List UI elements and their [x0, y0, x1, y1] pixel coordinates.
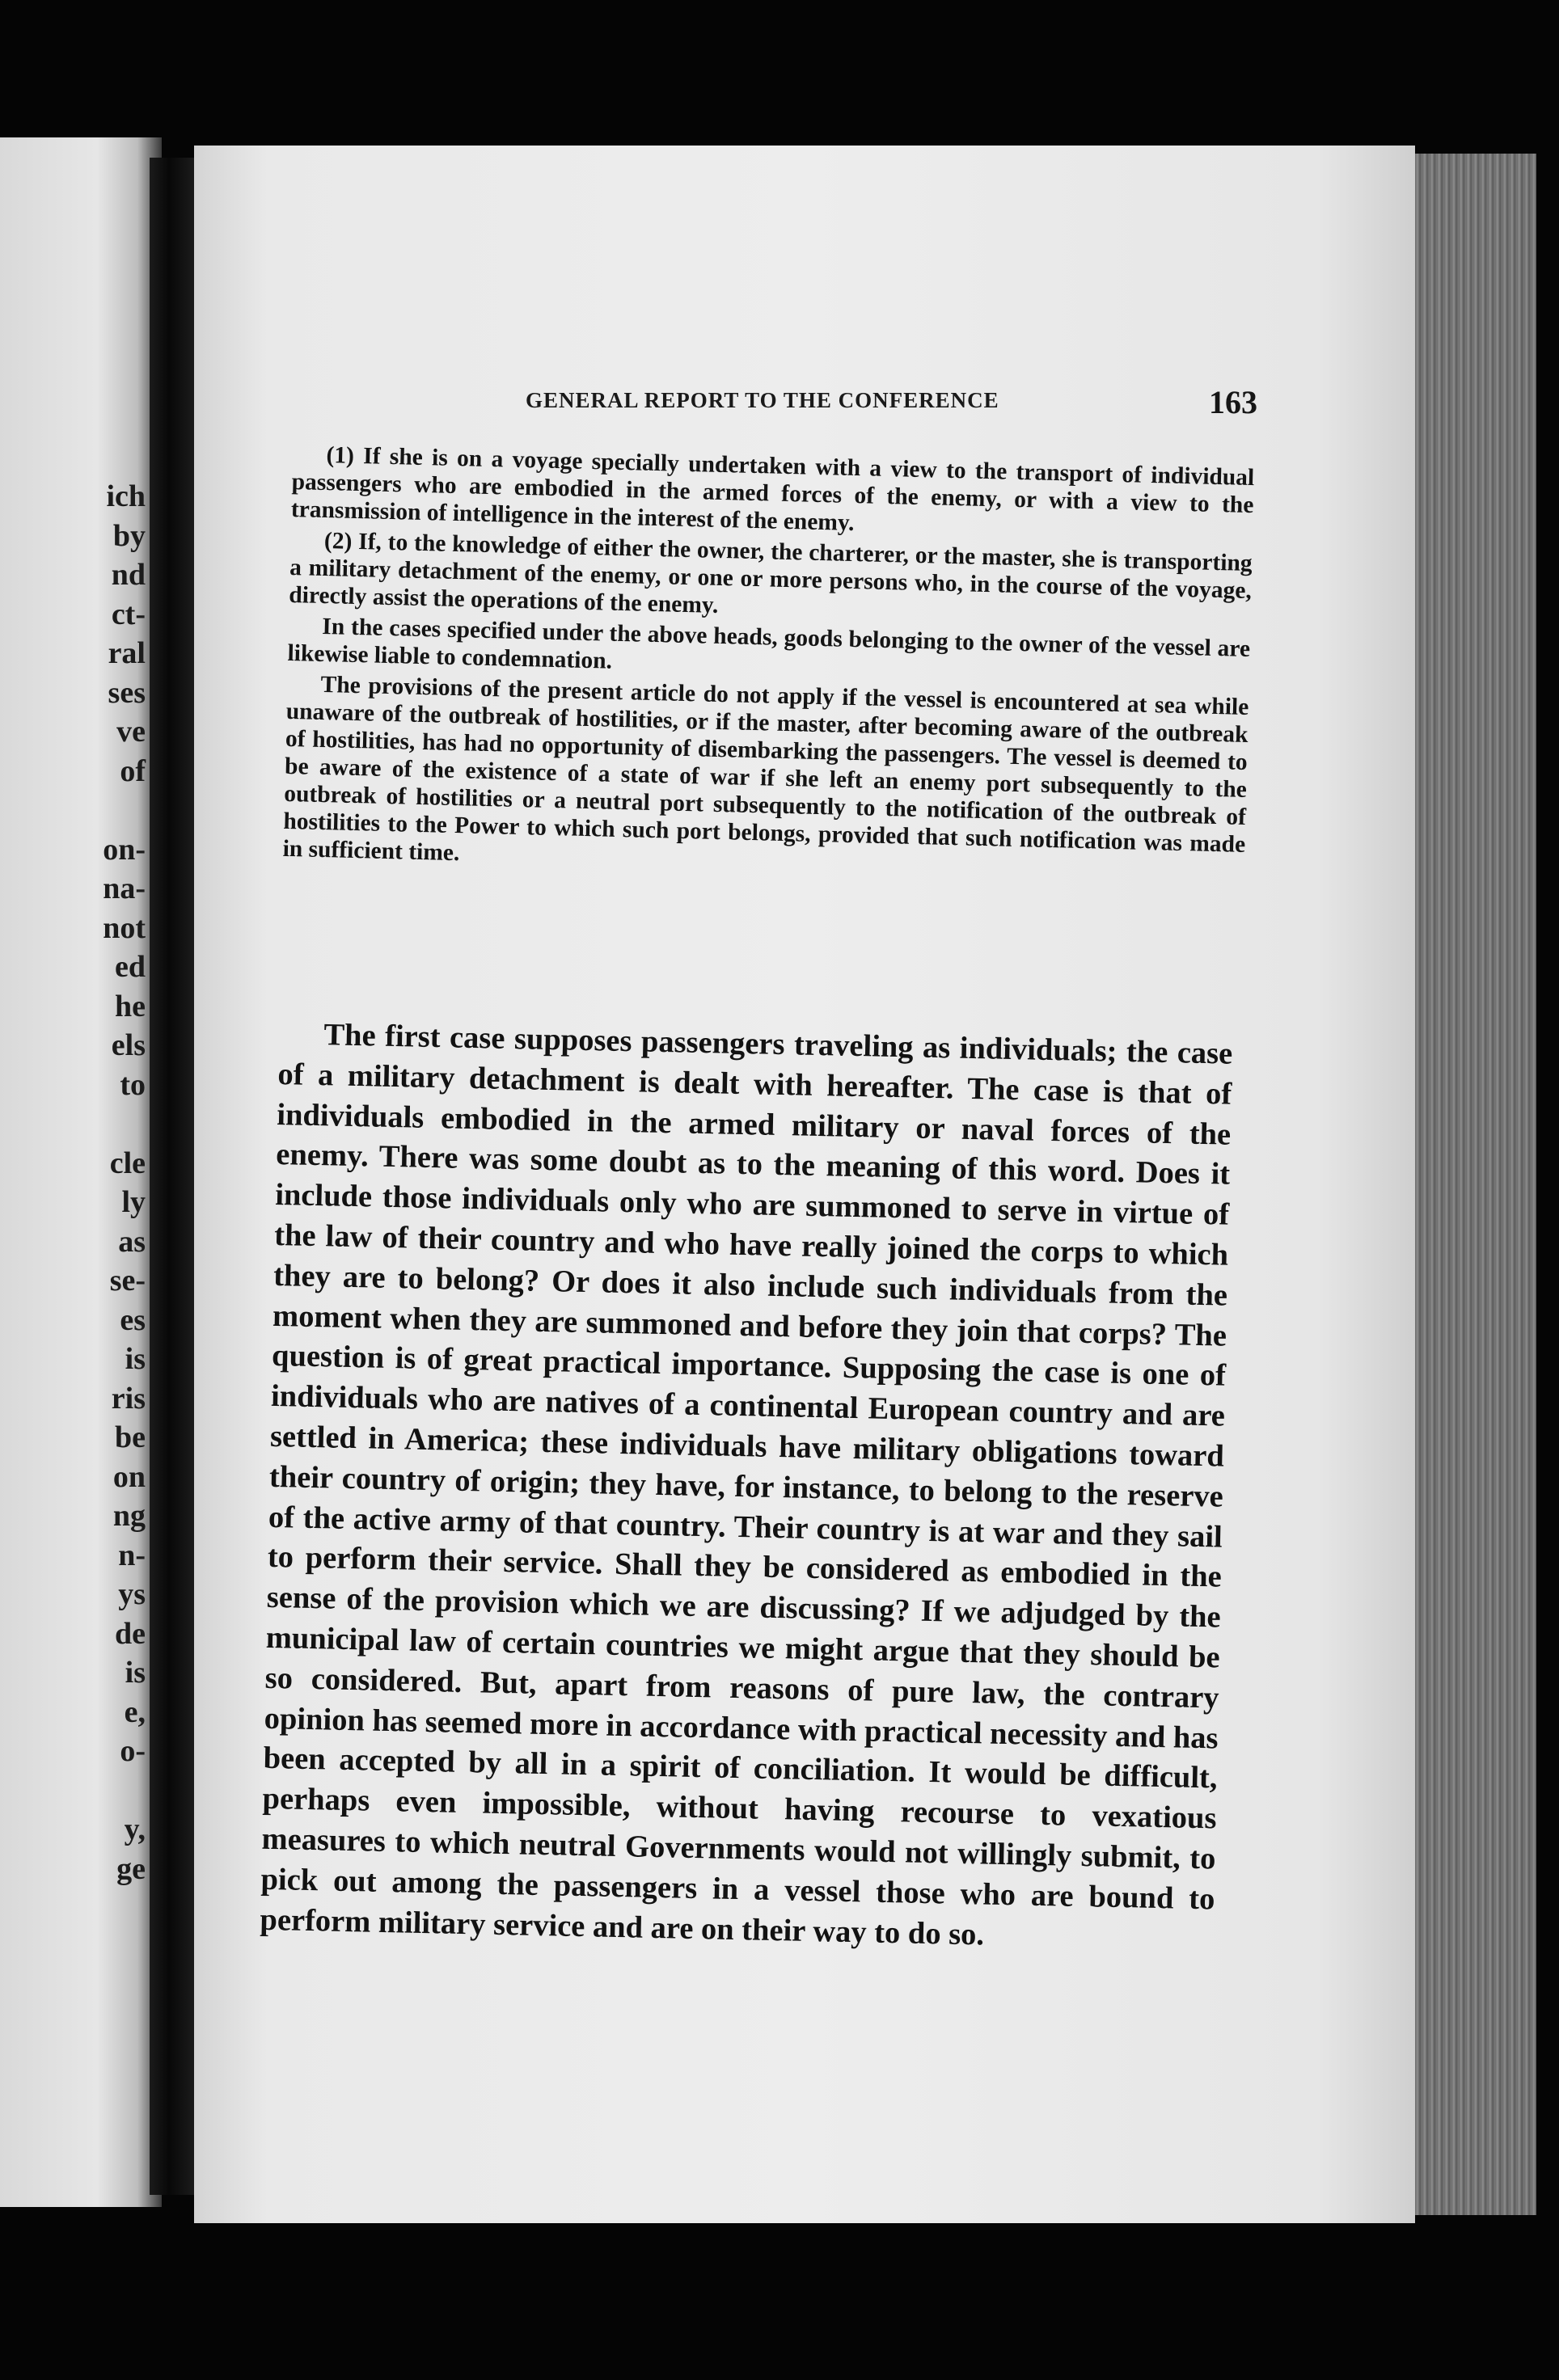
previous-page-fragment: se-: [109, 1264, 146, 1298]
previous-page-fragment: de: [115, 1616, 146, 1651]
previous-page-fragment: ed: [115, 950, 146, 984]
previous-page-fragment: not: [103, 910, 146, 945]
page-block-edge: [1415, 154, 1536, 2215]
page-number: 163: [1209, 384, 1257, 420]
previous-page-fragment: is: [125, 1656, 146, 1690]
previous-page-fragment: ich: [106, 479, 146, 513]
previous-page-fragment: els: [111, 1028, 146, 1062]
previous-page-fragment: ge: [116, 1851, 146, 1886]
previous-page-fragment: by: [112, 518, 146, 553]
previous-page-fragment: to: [120, 1067, 146, 1102]
book-spine-gutter: [150, 158, 198, 2195]
commentary-text: [260, 1015, 1233, 1960]
previous-page-fragment: ris: [111, 1381, 146, 1416]
previous-page-fragment: na-: [103, 871, 146, 905]
quoted-paragraph: (1) If she is on a voyage specially undertaken with a view to the transport of individual passengers who are embodied in the armed forces of the enemy, or with a view to the transmission of intelligence in the interest of the enemy.: [290, 442, 1255, 536]
previous-page-fragment: ng: [112, 1499, 146, 1533]
previous-page-fragment: ct-: [111, 597, 146, 631]
previous-page-fragment: as: [118, 1224, 146, 1259]
body-paragraph: The first case supposes passengers traveling as individuals; the case of a military detachment is dealt with hereafter. The case is that of individuals embodied in the armed military or naval forces of the enemy. There was some doubt as to the meaning of this word. Does it include those individuals only who are summoned to serve in virtue of the law of their country and who have really joined the corps to which they are to belong? Or does it also include such individuals from the moment when they are summoned and before they join that corps? The question is of great practical importance. Supposing the case is one of individuals who are natives of a continental European country and are settled in America; these individuals have military obligations toward their country of origin; they have, for instance, to belong to the reserve of the active army of that country. Their country is at war and they sail to perform their service. Shall they be considered as embodied in the sense of the provision which we are discussing? If we adjudged by the municipal law of certain countries we might argue that they should be so considered. But, apart from reasons of pure law, the contrary opinion has seemed more in accordance with practical necessity and has been accepted by all in a spirit of conciliation. It would be difficult, perhaps even impossible, without having recourse to vexatious measures to which neutral Governments would not willingly submit, to pick out among the passengers in a vessel those who are bound to perform military service and are on their way to do so.: [260, 1018, 1233, 1952]
previous-page-text-fragments: [0, 477, 146, 1888]
previous-page-fragment: he: [115, 989, 146, 1023]
quoted-paragraph: In the cases specified under the above heads, goods belonging to the owner of the vessel are likewise liable to condemnation.: [287, 613, 1251, 674]
previous-page-fragment: ral: [108, 636, 146, 670]
previous-page-fragment: cle: [109, 1146, 146, 1180]
quoted-paragraph: The provisions of the present article do not apply if the vessel is encountered at sea while unaware of the outbreak of hostilities, or if the master, after becoming aware of the outbreak of hostilities, has had no opportunity of disembarking the passengers. The vessel is deemed to be aware of the existence of a state of war if she left an enemy port subsequently to the outbreak of hostilities or a neutral port subsequently to the notification of the outbreak of hostilities to the Power to which such port belongs, provided that such notification was made in sufficient time.: [282, 671, 1249, 867]
previous-page-fragment: es: [120, 1302, 146, 1337]
quoted-paragraph: (2) If, to the knowledge of either the owner, the charterer, or the master, she is transporting a military detachment of the enemy, or one or more persons who, in the course of the voyage, directly assist the operations of the enemy.: [288, 527, 1253, 618]
previous-page-fragment: ys: [118, 1577, 146, 1611]
previous-page-fragment: [0, 791, 146, 830]
previous-page-fragment: ses: [108, 675, 146, 710]
previous-page-fragment: of: [120, 753, 146, 788]
previous-page-fragment: on: [112, 1459, 146, 1494]
previous-page-fragment: [0, 1104, 146, 1144]
quoted-article-text: [282, 441, 1254, 889]
previous-page-edge: [0, 137, 162, 2207]
previous-page-fragment: on-: [103, 832, 146, 867]
previous-page-fragment: is: [125, 1342, 146, 1376]
previous-page-fragment: ve: [116, 715, 146, 749]
previous-page-fragment: e,: [124, 1694, 146, 1729]
previous-page-fragment: nd: [111, 558, 146, 592]
previous-page-fragment: [0, 1771, 146, 1811]
previous-page-fragment: o-: [120, 1734, 146, 1768]
previous-page-fragment: be: [115, 1420, 146, 1454]
previous-page-fragment: y,: [124, 1812, 146, 1846]
previous-page-fragment: ly: [121, 1185, 146, 1219]
previous-page-fragment: n-: [118, 1538, 146, 1572]
running-header: GENERAL REPORT TO THE CONFERENCE: [526, 388, 999, 412]
